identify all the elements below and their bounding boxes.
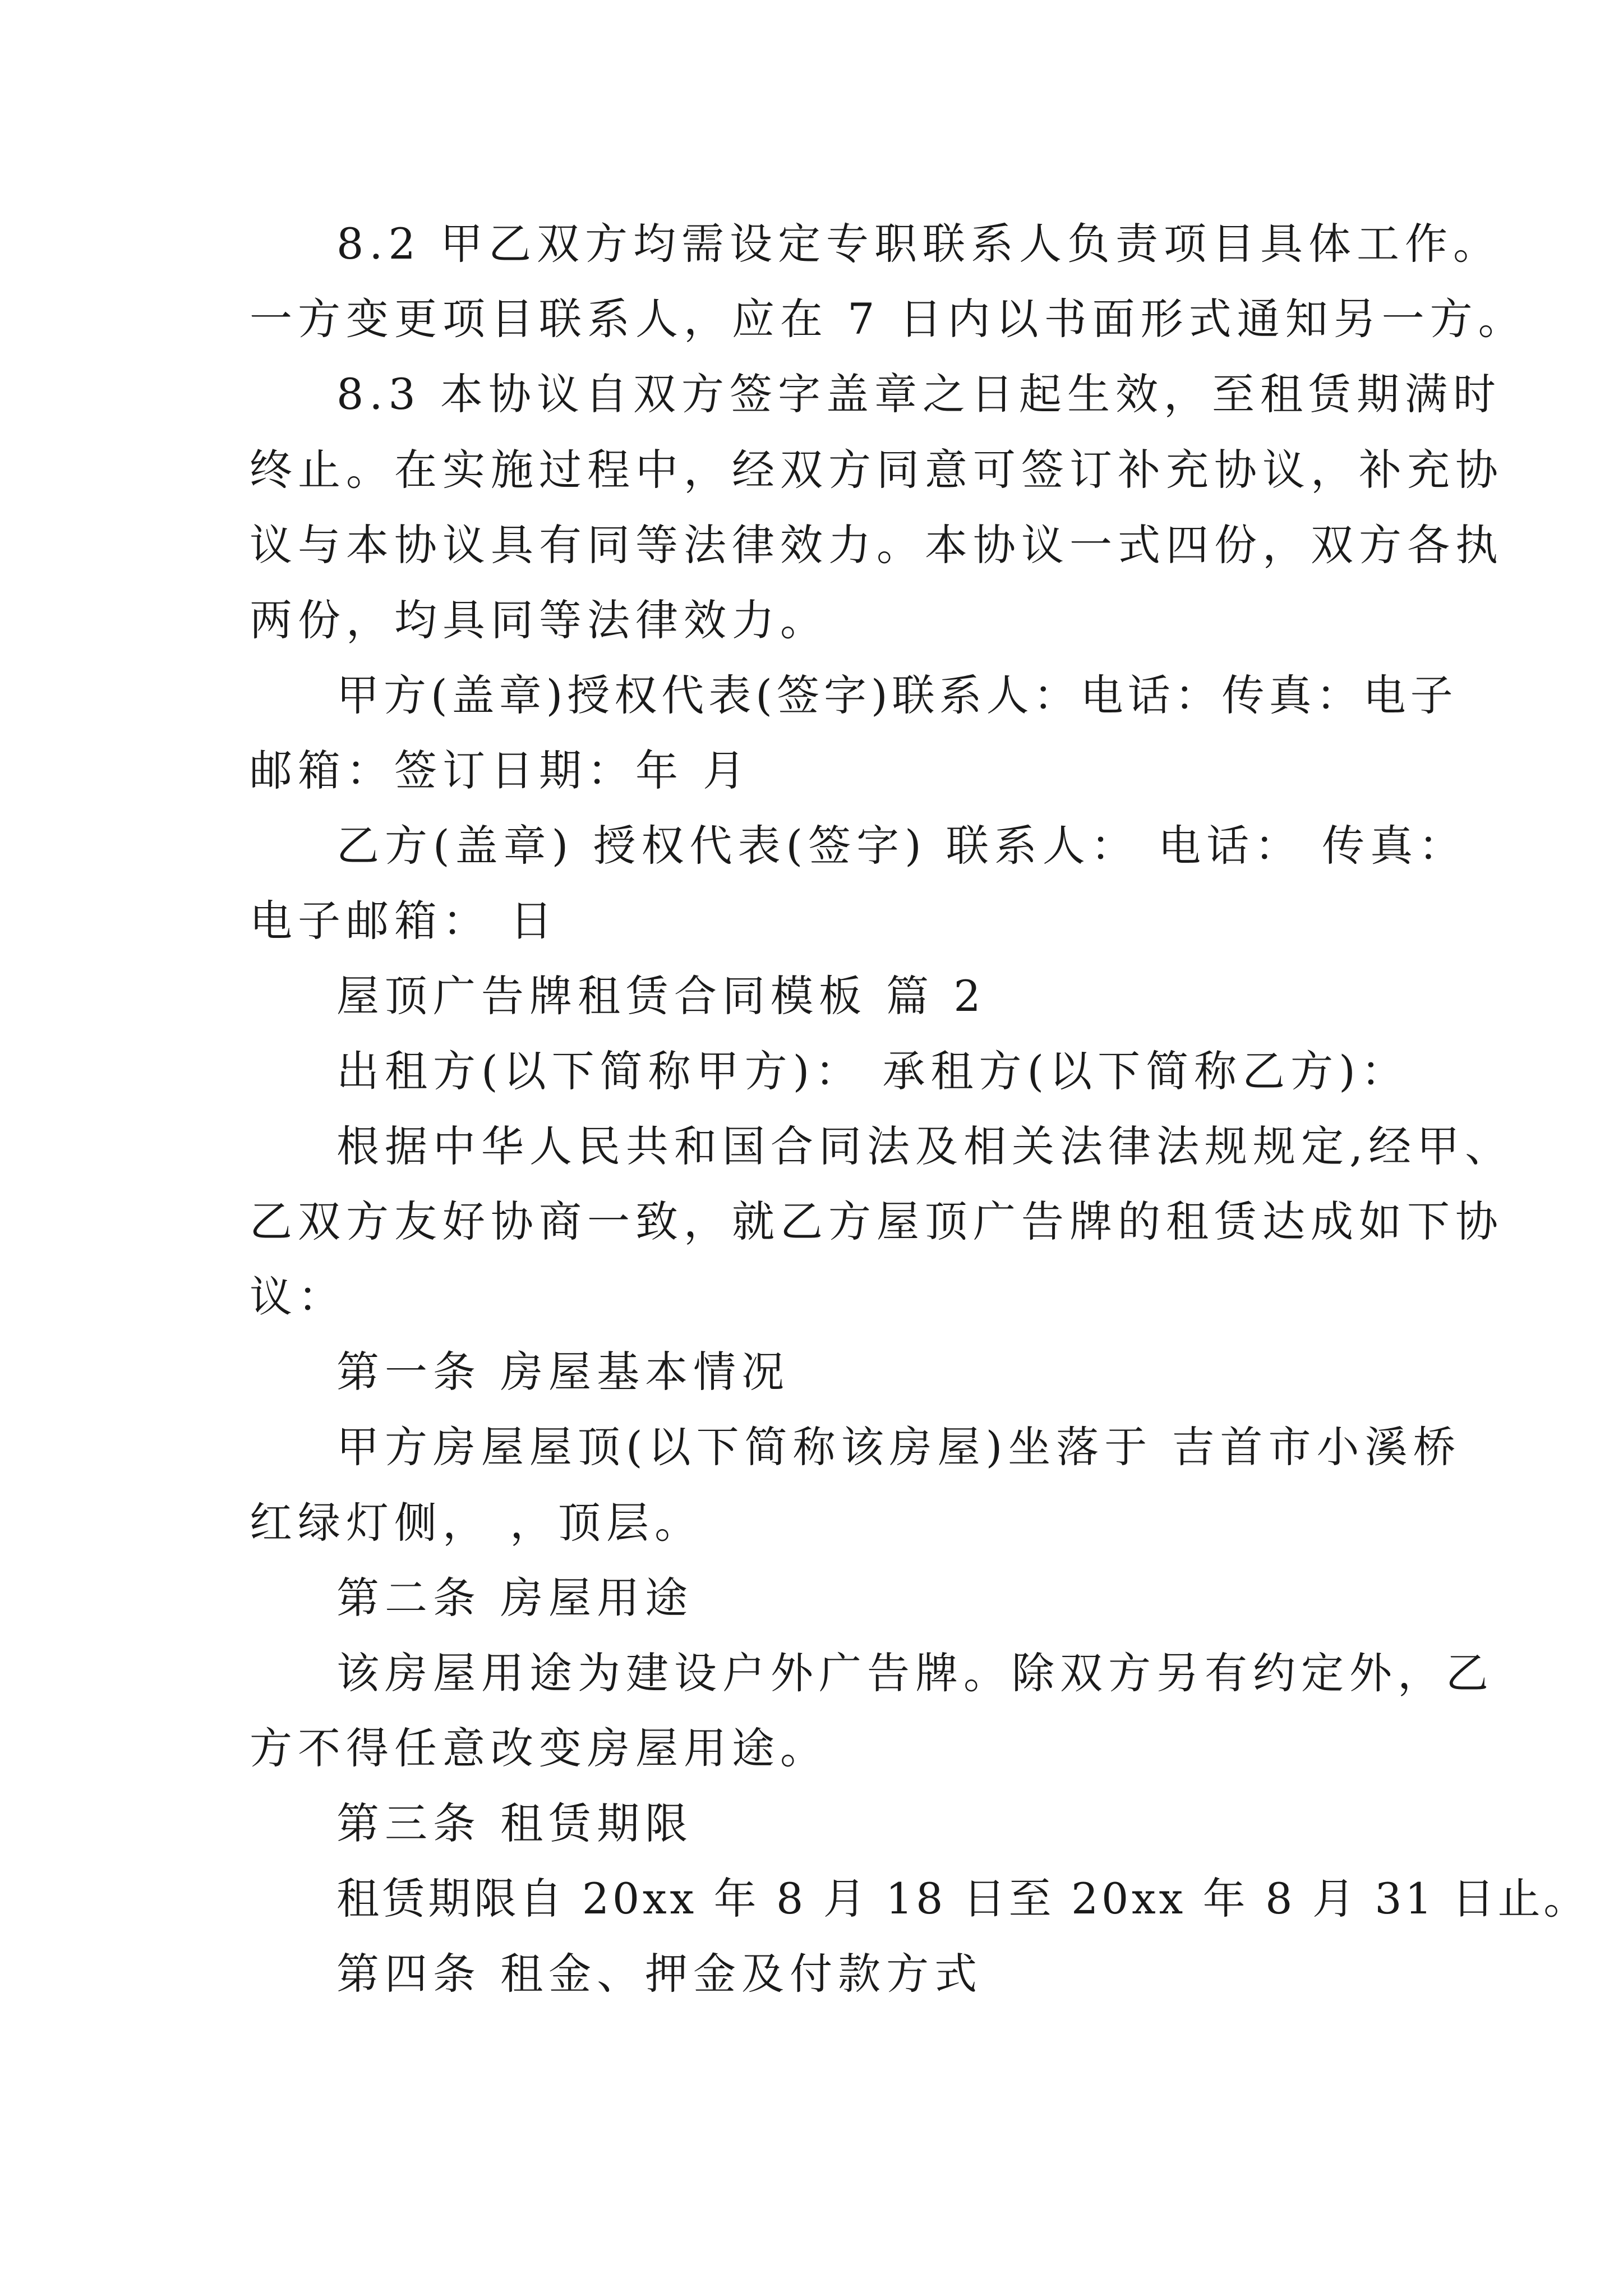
text-line: 屋顶广告牌租赁合同模板 篇 2 [336,971,986,1021]
text-line: 该房屋用途为建设户外广告牌。除双方另有约定外，乙 [336,1648,1494,1698]
text-line: 乙方(盖章) 授权代表(签字) 联系人： 电话： 传真： [336,821,1467,871]
text-line: 甲方(盖章)授权代表(签字)联系人：电话：传真：电子 [336,670,1458,720]
text-line: 第三条 租赁期限 [336,1798,694,1848]
text-line: 乙双方友好协商一致，就乙方屋顶广告牌的租赁达成如下协 [250,1197,1504,1246]
text-line: 出租方(以下简称甲方)： 承租方(以下简称乙方)： [336,1046,1409,1096]
text-line: 甲方房屋屋顶(以下简称该房屋)坐落于 吉首市小溪桥 [336,1422,1461,1472]
text-line: 第二条 房屋用途 [336,1573,694,1623]
text-line: 第一条 房屋基本情况 [336,1347,790,1397]
text-line: 议： [250,1272,346,1322]
text-line: 8.3 本协议自双方签字盖章之日起生效，至租赁期满时 [336,369,1502,419]
text-line: 8.2 甲乙双方均需设定专职联系人负责项目具体工作。 [336,219,1502,269]
text-line: 第四条 租金、押金及付款方式 [336,1949,983,1999]
text-line: 电子邮箱： 日 [250,896,559,946]
text-line: 邮箱：签订日期：年 月 [250,746,751,795]
text-line: 租赁期限自 20xx 年 8 月 18 日至 20xx 年 8 月 31 日止。 [336,1874,1589,1924]
text-line: 两份，均具同等法律效力。 [250,595,828,645]
text-line: 一方变更项目联系人，应在 7 日内以书面形式通知另一方。 [250,294,1527,344]
text-line: 根据中华人民共和国合同法及相关法律法规规定,经甲、 [336,1121,1514,1171]
text-line: 红绿灯侧， ，顶层。 [250,1498,703,1548]
text-line: 议与本协议具有同等法律效力。本协议一式四份，双方各执 [250,520,1504,570]
text-line: 方不得任意改变房屋用途。 [250,1723,828,1773]
text-line: 终止。在实施过程中，经双方同意可签订补充协议，补充协 [250,445,1504,495]
